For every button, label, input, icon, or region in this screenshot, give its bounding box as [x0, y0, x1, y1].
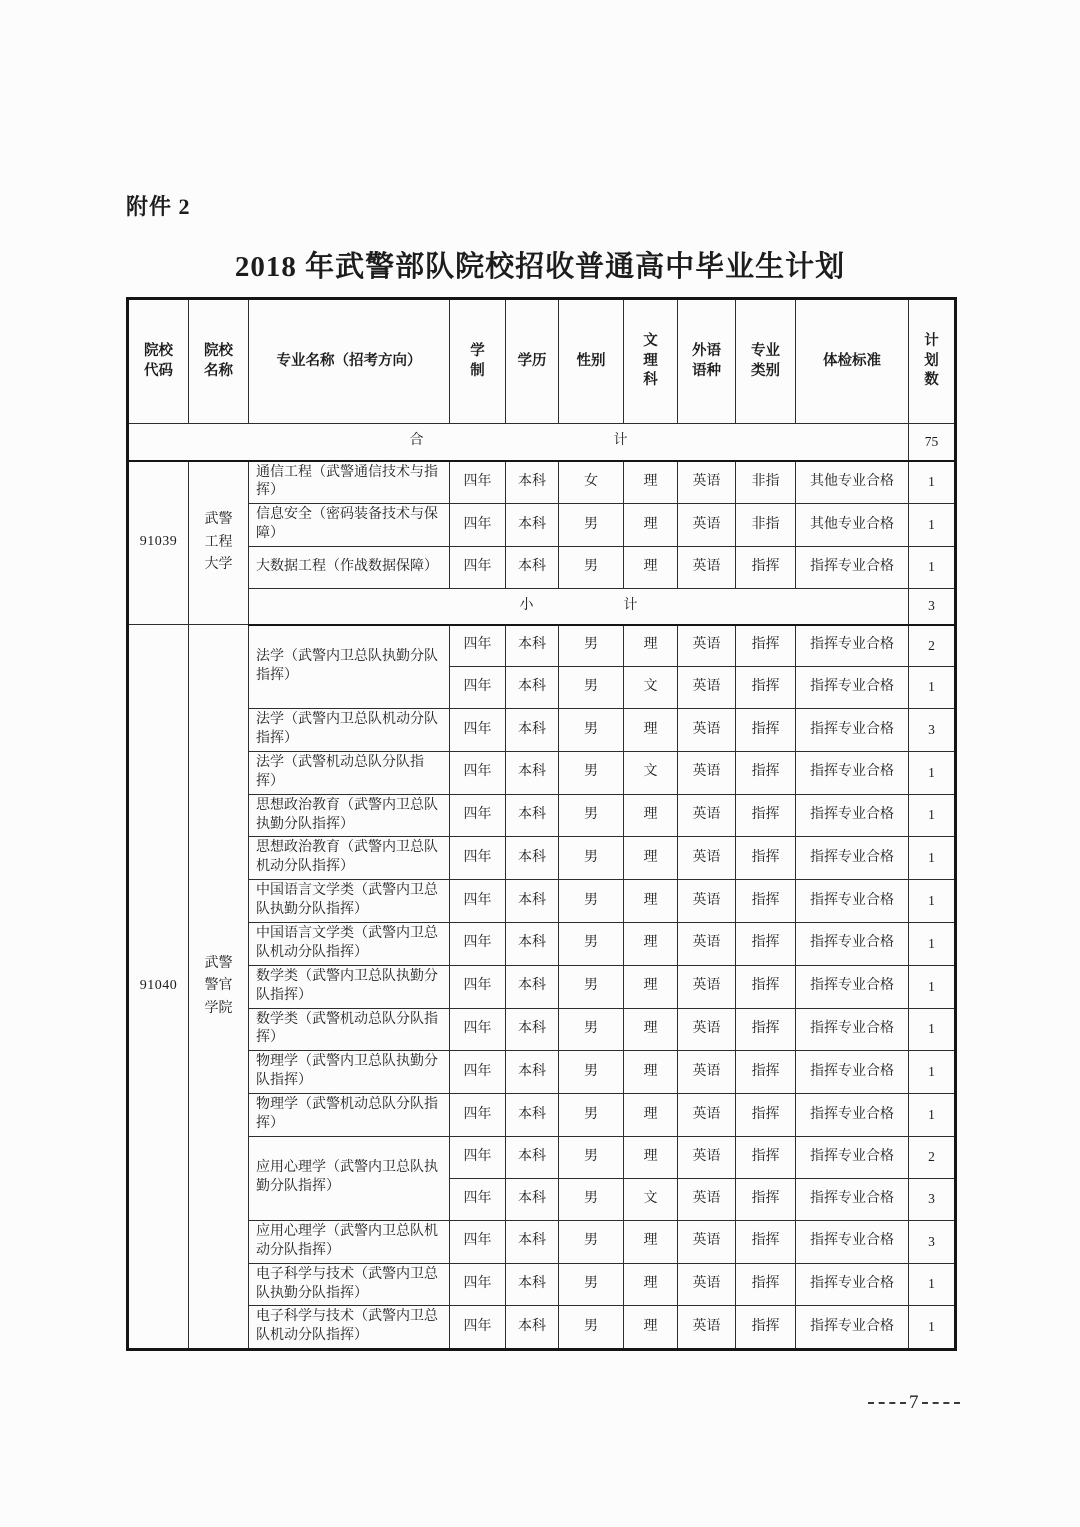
cell-language: 英语	[678, 504, 736, 547]
cell-physical: 指挥专业合格	[796, 1051, 909, 1094]
cell-gender: 男	[559, 1051, 624, 1094]
cell-track: 理	[624, 837, 678, 880]
cell-gender: 男	[559, 922, 624, 965]
cell-category: 指挥	[736, 837, 796, 880]
cell-degree: 本科	[506, 965, 559, 1008]
cell-physical: 指挥专业合格	[796, 1263, 909, 1306]
cell-school-name	[189, 625, 249, 1350]
cell-track: 理	[624, 1136, 678, 1178]
cell-physical: 指挥专业合格	[796, 922, 909, 965]
cell-duration: 四年	[450, 880, 506, 923]
cell-duration: 四年	[450, 922, 506, 965]
cell-count: 1	[909, 504, 956, 547]
cell-gender: 男	[559, 709, 624, 752]
cell-duration: 四年	[450, 547, 506, 589]
cell-gender: 男	[559, 794, 624, 837]
plan-table-body	[128, 424, 956, 1350]
cell-count: 1	[909, 667, 956, 709]
cell-count: 3	[909, 709, 956, 752]
cell-degree: 本科	[506, 1220, 559, 1263]
cell-major: 数学类（武警机动总队分队指挥）	[249, 1008, 450, 1051]
cell-category: 指挥	[736, 1220, 796, 1263]
cell-language: 英语	[678, 1178, 736, 1220]
cell-duration: 四年	[450, 1094, 506, 1137]
cell-degree: 本科	[506, 922, 559, 965]
cell-count: 1	[909, 1008, 956, 1051]
cell-track: 文	[624, 667, 678, 709]
col-header-degree: 学历	[506, 299, 559, 424]
cell-duration: 四年	[450, 1263, 506, 1306]
page-number-dash-right	[922, 1402, 960, 1404]
cell-degree: 本科	[506, 837, 559, 880]
cell-count: 1	[909, 922, 956, 965]
cell-degree: 本科	[506, 1136, 559, 1178]
cell-duration: 四年	[450, 625, 506, 667]
cell-degree: 本科	[506, 1306, 559, 1350]
cell-physical: 指挥专业合格	[796, 1094, 909, 1137]
subtotal-label-cell-label	[252, 597, 905, 616]
cell-track: 理	[624, 709, 678, 752]
cell-category: 指挥	[736, 709, 796, 752]
cell-count: 1	[909, 751, 956, 794]
cell-count: 1	[909, 965, 956, 1008]
cell-language: 英语	[678, 1220, 736, 1263]
cell-language: 英语	[678, 880, 736, 923]
cell-major: 大数据工程（作战数据保障）	[249, 547, 450, 589]
cell-track: 理	[624, 1094, 678, 1137]
cell-physical: 指挥专业合格	[796, 880, 909, 923]
subtotal-row	[128, 589, 956, 625]
cell-physical: 指挥专业合格	[796, 751, 909, 794]
cell-gender: 男	[559, 751, 624, 794]
cell-duration: 四年	[450, 1008, 506, 1051]
cell-degree: 本科	[506, 1094, 559, 1137]
cell-gender: 男	[559, 504, 624, 547]
cell-major: 通信工程（武警通信技术与指挥）	[249, 461, 450, 504]
total-count-cell: 75	[909, 424, 956, 461]
cell-track: 理	[624, 1306, 678, 1350]
cell-category: 指挥	[736, 547, 796, 589]
school-name-text: 武警警官学院	[204, 956, 233, 1016]
cell-gender: 男	[559, 837, 624, 880]
subtotal-label-cell-char: 小	[519, 597, 534, 613]
cell-language: 英语	[678, 667, 736, 709]
cell-category: 指挥	[736, 1178, 796, 1220]
cell-major: 法学（武警内卫总队机动分队指挥）	[249, 709, 450, 752]
cell-major: 应用心理学（武警内卫总队机动分队指挥）	[249, 1220, 450, 1263]
cell-category: 指挥	[736, 667, 796, 709]
cell-gender: 男	[559, 1136, 624, 1178]
cell-school-name	[189, 461, 249, 625]
cell-category: 指挥	[736, 1136, 796, 1178]
cell-track: 理	[624, 794, 678, 837]
cell-category: 指挥	[736, 965, 796, 1008]
table-row	[128, 1136, 956, 1178]
cell-gender: 男	[559, 965, 624, 1008]
cell-gender: 男	[559, 1178, 624, 1220]
cell-category: 指挥	[736, 1051, 796, 1094]
cell-major: 思想政治教育（武警内卫总队执勤分队指挥）	[249, 794, 450, 837]
cell-major: 电子科学与技术（武警内卫总队机动分队指挥）	[249, 1306, 450, 1350]
cell-major: 信息安全（密码装备技术与保障）	[249, 504, 450, 547]
cell-language: 英语	[678, 794, 736, 837]
cell-track: 理	[624, 461, 678, 504]
col-header-duration: 学 制	[450, 299, 506, 424]
cell-degree: 本科	[506, 547, 559, 589]
cell-duration: 四年	[450, 1220, 506, 1263]
cell-duration: 四年	[450, 751, 506, 794]
table-row	[128, 547, 956, 589]
cell-major: 数学类（武警内卫总队执勤分队指挥）	[249, 965, 450, 1008]
page-number-value: 7	[909, 1392, 919, 1413]
cell-gender: 男	[559, 625, 624, 667]
cell-track: 理	[624, 504, 678, 547]
cell-language: 英语	[678, 1008, 736, 1051]
table-row	[128, 461, 956, 504]
cell-count: 1	[909, 461, 956, 504]
col-header-major-name: 专业名称（招考方向）	[249, 299, 450, 424]
table-row	[128, 504, 956, 547]
cell-degree: 本科	[506, 709, 559, 752]
cell-duration: 四年	[450, 504, 506, 547]
cell-physical: 指挥专业合格	[796, 547, 909, 589]
school-name-text: 武警工程大学	[204, 512, 233, 572]
cell-school-code: 91039	[128, 461, 189, 625]
cell-gender: 女	[559, 461, 624, 504]
cell-count: 2	[909, 1136, 956, 1178]
cell-physical: 指挥专业合格	[796, 1008, 909, 1051]
cell-category: 指挥	[736, 880, 796, 923]
cell-physical: 指挥专业合格	[796, 965, 909, 1008]
table-row	[128, 1094, 956, 1137]
cell-degree: 本科	[506, 461, 559, 504]
header-row	[128, 299, 956, 424]
col-header-physical: 体检标准	[796, 299, 909, 424]
cell-physical: 指挥专业合格	[796, 794, 909, 837]
cell-physical: 其他专业合格	[796, 504, 909, 547]
table-row	[128, 794, 956, 837]
col-header-track: 文 理 科	[624, 299, 678, 424]
cell-count: 1	[909, 837, 956, 880]
col-header-plan-count: 计 划 数	[909, 299, 956, 424]
cell-category: 指挥	[736, 1263, 796, 1306]
cell-physical: 指挥专业合格	[796, 709, 909, 752]
cell-degree: 本科	[506, 504, 559, 547]
cell-gender: 男	[559, 1263, 624, 1306]
col-header-category: 专业 类别	[736, 299, 796, 424]
cell-track: 理	[624, 1008, 678, 1051]
table-row	[128, 625, 956, 667]
cell-track: 理	[624, 965, 678, 1008]
cell-gender: 男	[559, 1008, 624, 1051]
cell-category: 非指	[736, 461, 796, 504]
cell-category: 指挥	[736, 751, 796, 794]
col-header-language: 外语 语种	[678, 299, 736, 424]
cell-duration: 四年	[450, 1306, 506, 1350]
cell-major: 物理学（武警内卫总队执勤分队指挥）	[249, 1051, 450, 1094]
cell-count: 2	[909, 625, 956, 667]
cell-track: 文	[624, 751, 678, 794]
cell-major: 思想政治教育（武警内卫总队机动分队指挥）	[249, 837, 450, 880]
cell-duration: 四年	[450, 1178, 506, 1220]
table-row	[128, 751, 956, 794]
cell-language: 英语	[678, 1306, 736, 1350]
cell-duration: 四年	[450, 965, 506, 1008]
cell-major: 电子科学与技术（武警内卫总队执勤分队指挥）	[249, 1263, 450, 1306]
cell-track: 理	[624, 1263, 678, 1306]
cell-track: 理	[624, 922, 678, 965]
total-label-cell	[128, 424, 909, 461]
cell-major: 法学（武警内卫总队执勤分队指挥）	[249, 625, 450, 709]
cell-duration: 四年	[450, 1051, 506, 1094]
page-number-dash-left	[868, 1402, 906, 1404]
cell-language: 英语	[678, 965, 736, 1008]
enrollment-plan-table	[126, 297, 957, 1351]
cell-physical: 指挥专业合格	[796, 1306, 909, 1350]
cell-school-code: 91040	[128, 625, 189, 1350]
cell-duration: 四年	[450, 709, 506, 752]
cell-gender: 男	[559, 1306, 624, 1350]
cell-count: 1	[909, 880, 956, 923]
cell-physical: 指挥专业合格	[796, 1136, 909, 1178]
table-row	[128, 1220, 956, 1263]
cell-category: 指挥	[736, 625, 796, 667]
cell-track: 理	[624, 547, 678, 589]
cell-category: 指挥	[736, 1008, 796, 1051]
cell-category: 指挥	[736, 1306, 796, 1350]
cell-duration: 四年	[450, 837, 506, 880]
cell-count: 1	[909, 794, 956, 837]
table-row	[128, 709, 956, 752]
cell-degree: 本科	[506, 880, 559, 923]
cell-duration: 四年	[450, 1136, 506, 1178]
cell-track: 理	[624, 1220, 678, 1263]
cell-track: 文	[624, 1178, 678, 1220]
cell-count: 1	[909, 1094, 956, 1137]
cell-physical: 指挥专业合格	[796, 667, 909, 709]
table-row	[128, 880, 956, 923]
page-title: 2018 年武警部队院校招收普通高中毕业生计划	[234, 251, 846, 283]
cell-duration: 四年	[450, 794, 506, 837]
subtotal-label-cell	[249, 589, 909, 625]
cell-language: 英语	[678, 1094, 736, 1137]
cell-language: 英语	[678, 625, 736, 667]
cell-count: 1	[909, 1306, 956, 1350]
cell-category: 非指	[736, 504, 796, 547]
cell-language: 英语	[678, 1051, 736, 1094]
cell-degree: 本科	[506, 794, 559, 837]
cell-degree: 本科	[506, 625, 559, 667]
cell-major: 中国语言文学类（武警内卫总队机动分队指挥）	[249, 922, 450, 965]
total-label-cell-char: 计	[613, 433, 628, 449]
cell-duration: 四年	[450, 667, 506, 709]
table-row	[128, 1306, 956, 1350]
col-header-school-code: 院校 代码	[128, 299, 189, 424]
cell-degree: 本科	[506, 1051, 559, 1094]
table-row	[128, 1008, 956, 1051]
cell-major: 物理学（武警机动总队分队指挥）	[249, 1094, 450, 1137]
cell-degree: 本科	[506, 1178, 559, 1220]
cell-count: 1	[909, 1263, 956, 1306]
attachment-label: 附件 2	[126, 194, 191, 219]
cell-gender: 男	[559, 1094, 624, 1137]
cell-physical: 指挥专业合格	[796, 837, 909, 880]
cell-physical: 指挥专业合格	[796, 1178, 909, 1220]
cell-language: 英语	[678, 709, 736, 752]
subtotal-count-cell: 3	[909, 589, 956, 625]
table-row	[128, 965, 956, 1008]
cell-language: 英语	[678, 461, 736, 504]
cell-major: 应用心理学（武警内卫总队执勤分队指挥）	[249, 1136, 450, 1220]
cell-major: 中国语言文学类（武警内卫总队执勤分队指挥）	[249, 880, 450, 923]
cell-gender: 男	[559, 1220, 624, 1263]
total-label-cell-label	[132, 432, 905, 451]
cell-language: 英语	[678, 1136, 736, 1178]
cell-count: 1	[909, 547, 956, 589]
col-header-gender: 性别	[559, 299, 624, 424]
total-row	[128, 424, 956, 461]
cell-language: 英语	[678, 751, 736, 794]
table-header	[128, 299, 956, 424]
cell-track: 理	[624, 625, 678, 667]
col-header-school-name: 院校 名称	[189, 299, 249, 424]
cell-category: 指挥	[736, 794, 796, 837]
cell-duration: 四年	[450, 461, 506, 504]
table-row	[128, 922, 956, 965]
cell-category: 指挥	[736, 922, 796, 965]
cell-gender: 男	[559, 880, 624, 923]
cell-language: 英语	[678, 547, 736, 589]
cell-physical: 指挥专业合格	[796, 1220, 909, 1263]
cell-physical: 其他专业合格	[796, 461, 909, 504]
table-row	[128, 1051, 956, 1094]
cell-degree: 本科	[506, 1263, 559, 1306]
cell-count: 3	[909, 1220, 956, 1263]
cell-degree: 本科	[506, 667, 559, 709]
table-row	[128, 837, 956, 880]
page-number	[868, 1392, 960, 1414]
cell-count: 3	[909, 1178, 956, 1220]
table-row	[128, 1263, 956, 1306]
cell-language: 英语	[678, 1263, 736, 1306]
cell-gender: 男	[559, 667, 624, 709]
total-label-cell-char: 合	[409, 433, 424, 449]
cell-track: 理	[624, 1051, 678, 1094]
cell-major: 法学（武警机动总队分队指挥）	[249, 751, 450, 794]
cell-category: 指挥	[736, 1094, 796, 1137]
cell-gender: 男	[559, 547, 624, 589]
cell-count: 1	[909, 1051, 956, 1094]
cell-physical: 指挥专业合格	[796, 625, 909, 667]
cell-track: 理	[624, 880, 678, 923]
subtotal-label-cell-char: 计	[623, 597, 638, 613]
cell-language: 英语	[678, 922, 736, 965]
cell-language: 英语	[678, 837, 736, 880]
cell-degree: 本科	[506, 751, 559, 794]
cell-degree: 本科	[506, 1008, 559, 1051]
